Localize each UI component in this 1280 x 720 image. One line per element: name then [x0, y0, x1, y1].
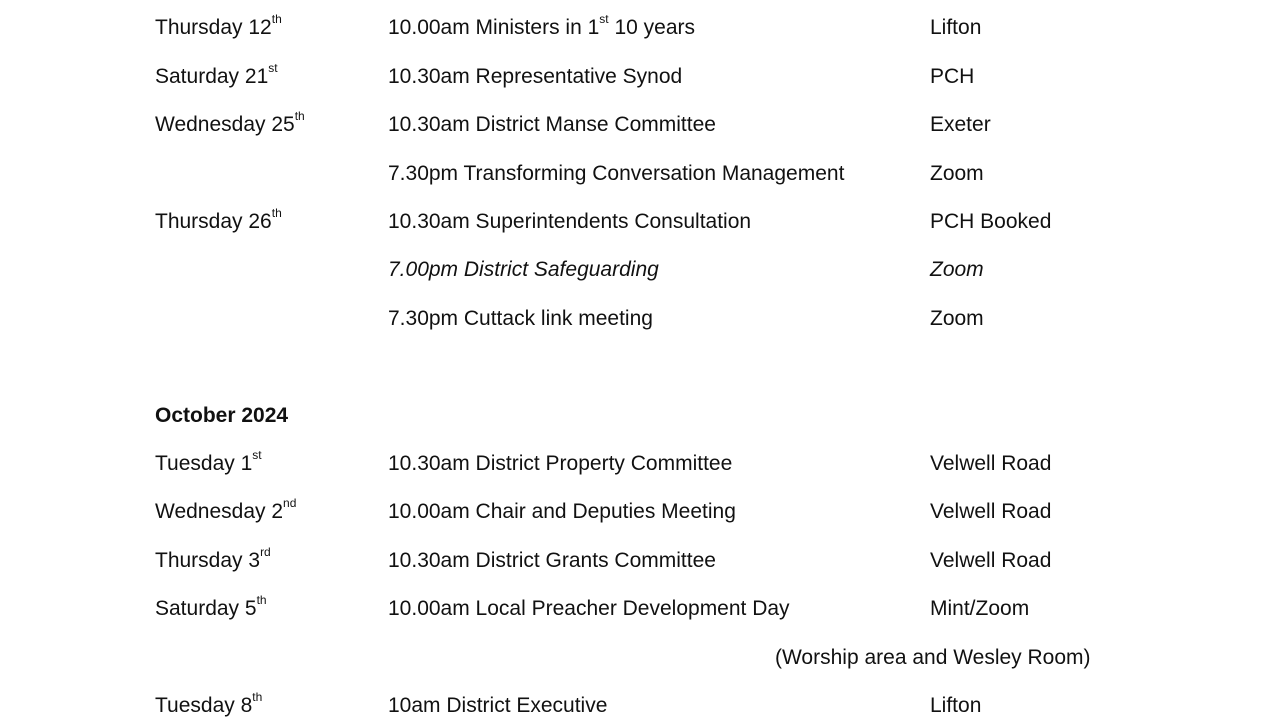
row-venue: Lifton	[930, 694, 982, 717]
row-venue: Exeter	[930, 113, 991, 136]
schedule-row	[0, 589, 1280, 629]
schedule-row	[0, 57, 1280, 97]
row-day: Saturday 5th	[155, 593, 267, 620]
row-day: Wednesday 25th	[155, 109, 305, 136]
schedule-row	[0, 8, 1280, 48]
row-day: Saturday 21st	[155, 61, 278, 88]
row-event: 10.30am District Grants Committee	[388, 549, 716, 572]
row-day: Thursday 12th	[155, 12, 282, 39]
row-event: 10.30am District Manse Committee	[388, 113, 716, 136]
row-event: 10.30am Superintendents Consultation	[388, 210, 752, 233]
row-day: Thursday 3rd	[155, 545, 271, 572]
row-event: 10.00am Ministers in 1st 10 years	[388, 12, 695, 39]
schedule-row	[0, 541, 1280, 581]
row-day: Thursday 26th	[155, 206, 282, 233]
schedule-row	[0, 686, 1280, 720]
row-venue: Velwell Road	[930, 549, 1052, 572]
row-venue: Zoom	[930, 162, 984, 185]
row-event: 10.30am District Property Committee	[388, 452, 733, 475]
row-event: 7.00pm District Safeguarding	[388, 258, 659, 281]
row-venue: Zoom	[930, 258, 984, 281]
schedule-row	[0, 250, 1280, 290]
row-venue: PCH	[930, 65, 975, 88]
row-venue: PCH Booked	[930, 210, 1052, 233]
schedule-row	[0, 105, 1280, 145]
row-event: 7.30pm Transforming Conversation Management	[388, 162, 845, 185]
row-day: Tuesday 8th	[155, 690, 263, 717]
row-day: Wednesday 2nd	[155, 496, 297, 523]
row-event: 10am District Executive	[388, 694, 608, 717]
schedule-row	[0, 299, 1280, 339]
row-venue: Mint/Zoom	[930, 597, 1030, 620]
month-heading: October 2024	[155, 404, 289, 427]
schedule-row	[0, 154, 1280, 194]
schedule-row	[0, 202, 1280, 242]
venue-note: (Worship area and Wesley Room)	[775, 646, 1091, 669]
row-event: 7.30pm Cuttack link meeting	[388, 307, 653, 330]
row-event: 10.30am Representative Synod	[388, 65, 683, 88]
row-venue: Velwell Road	[930, 452, 1052, 475]
row-event: 10.00am Chair and Deputies Meeting	[388, 500, 736, 523]
row-venue: Lifton	[930, 16, 982, 39]
schedule-row	[0, 492, 1280, 532]
row-event: 10.00am Local Preacher Development Day	[388, 597, 790, 620]
schedule-row	[0, 444, 1280, 484]
row-venue: Velwell Road	[930, 500, 1052, 523]
row-venue: Zoom	[930, 307, 984, 330]
schedule-note-row	[0, 638, 1280, 678]
row-day: Tuesday 1st	[155, 448, 262, 475]
